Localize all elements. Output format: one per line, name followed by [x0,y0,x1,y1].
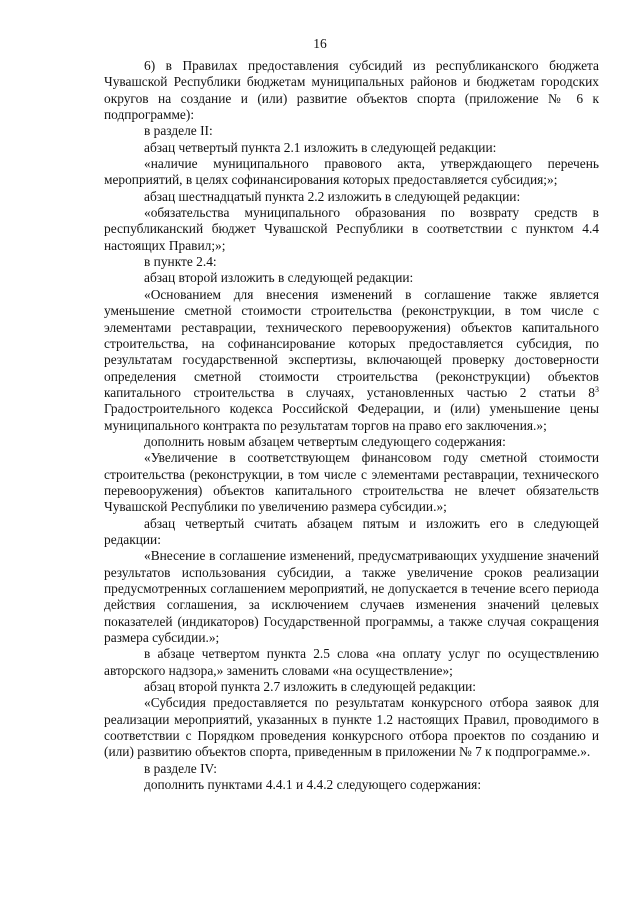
paragraph-item-2-2-text: «обязательства муниципального образования по возврату средств в республиканский бюджет Чувашской Республики в соответствии с пунктом 4.4 настоящих Правил;»; [104,205,599,253]
paragraph-item-2-5: в абзаце четвертом пункта 2.5 слова «на оплату услуг по осуществлению авторского надзора,» заменить словами «на осуществление»; [104,646,599,678]
paragraph-item-2-1-instruction: абзац четвертый пункта 2.1 изложить в следующей редакции: [144,139,497,155]
paragraph-item-2-4-text-tail: Градостроительного кодекса Российской Федерации, и (или) уменьшение цены муниципального контракта по результатам торгов на право его заключения.»; [104,401,599,433]
statute-article-superscript: 3 [595,384,599,394]
paragraph-new-fourth-text: «Увеличение в соответствующем финансовом году сметной стоимости строительства (реконструкции, в том числе с элементами реставрации, технического перевооружения) объектов капитального строительства не влечет обязательств Чувашской Республики по увеличению размера субсидии.»; [104,450,599,515]
paragraph-item-2-4-text-main: «Основанием для внесения изменений в соглашение также является уменьшение сметной стоимости строительства (реконструкции, в том числе с элементами реставрации, технического перевооружения) объектов капитального строительства, на софинансирование которых предоставляется субсидия, по результатам государственной экспертизы, включающей проверку достоверности определения сметной стоимости строительства (реконструкции) объектов капитального строительства в случаях, установленных частью 2 статьи 8 [104,286,599,400]
paragraph-item-2-2-instruction: абзац шестнадцатый пункта 2.2 изложить в следующей редакции: [144,188,521,204]
paragraph-fifth-instruction: абзац четвертый считать абзацем пятым и изложить его в следующей редакции: [104,515,599,547]
paragraph-item-2-4-instruction: абзац второй изложить в следующей редакции: [144,270,414,286]
paragraph-fifth-text: «Внесение в соглашение изменений, предусматривающих ухудшение значений результатов использования субсидии, а также увеличение сроков реализации предусмотренных соглашением мероприятий, не допускается в течение всего периода действия соглашения, за исключением случаев изменения значений целевых показателей (индикаторов) Государственной программы, а также случая сокращения размера субсидии.»; [104,548,599,646]
paragraph-item-2-4-text [104,287,599,434]
paragraph-section-4-instruction: дополнить пунктами 4.4.1 и 4.4.2 следующего содержания: [144,777,482,793]
paragraph-section-2: в разделе II: [144,123,213,139]
paragraph-item-2-4: в пункте 2.4: [144,254,217,270]
paragraph-new-fourth-instruction: дополнить новым абзацем четвертым следующего содержания: [144,433,506,449]
paragraph-section-4: в разделе IV: [144,760,217,776]
document-body [104,58,599,793]
paragraph-item-2-1-text: «наличие муниципального правового акта, утверждающего перечень мероприятий, в целях софинансирования которых предоставляется субсидия;»; [104,156,599,188]
paragraph-amendment-item-6: 6) в Правилах предоставления субсидий из республиканского бюджета Чувашской Республики бюджетам муниципальных районов и бюджетам городских округов на создание и (или) развитие объектов спорта (приложение № 6 к подпрограмме): [104,58,599,123]
paragraph-item-2-7-instruction: абзац второй пункта 2.7 изложить в следующей редакции: [144,679,477,695]
paragraph-item-2-7-text: «Субсидия предоставляется по результатам конкурсного отбора заявок для реализации мероприятий, указанных в пункте 1.2 настоящих Правил, проводимого в соответствии с Порядком проведения конкурсного отбора проектов по созданию и (или) развитию объектов спорта, приведенным в приложении № 7 к подпрограмме.». [104,695,599,760]
page-number: 16 [313,36,327,51]
